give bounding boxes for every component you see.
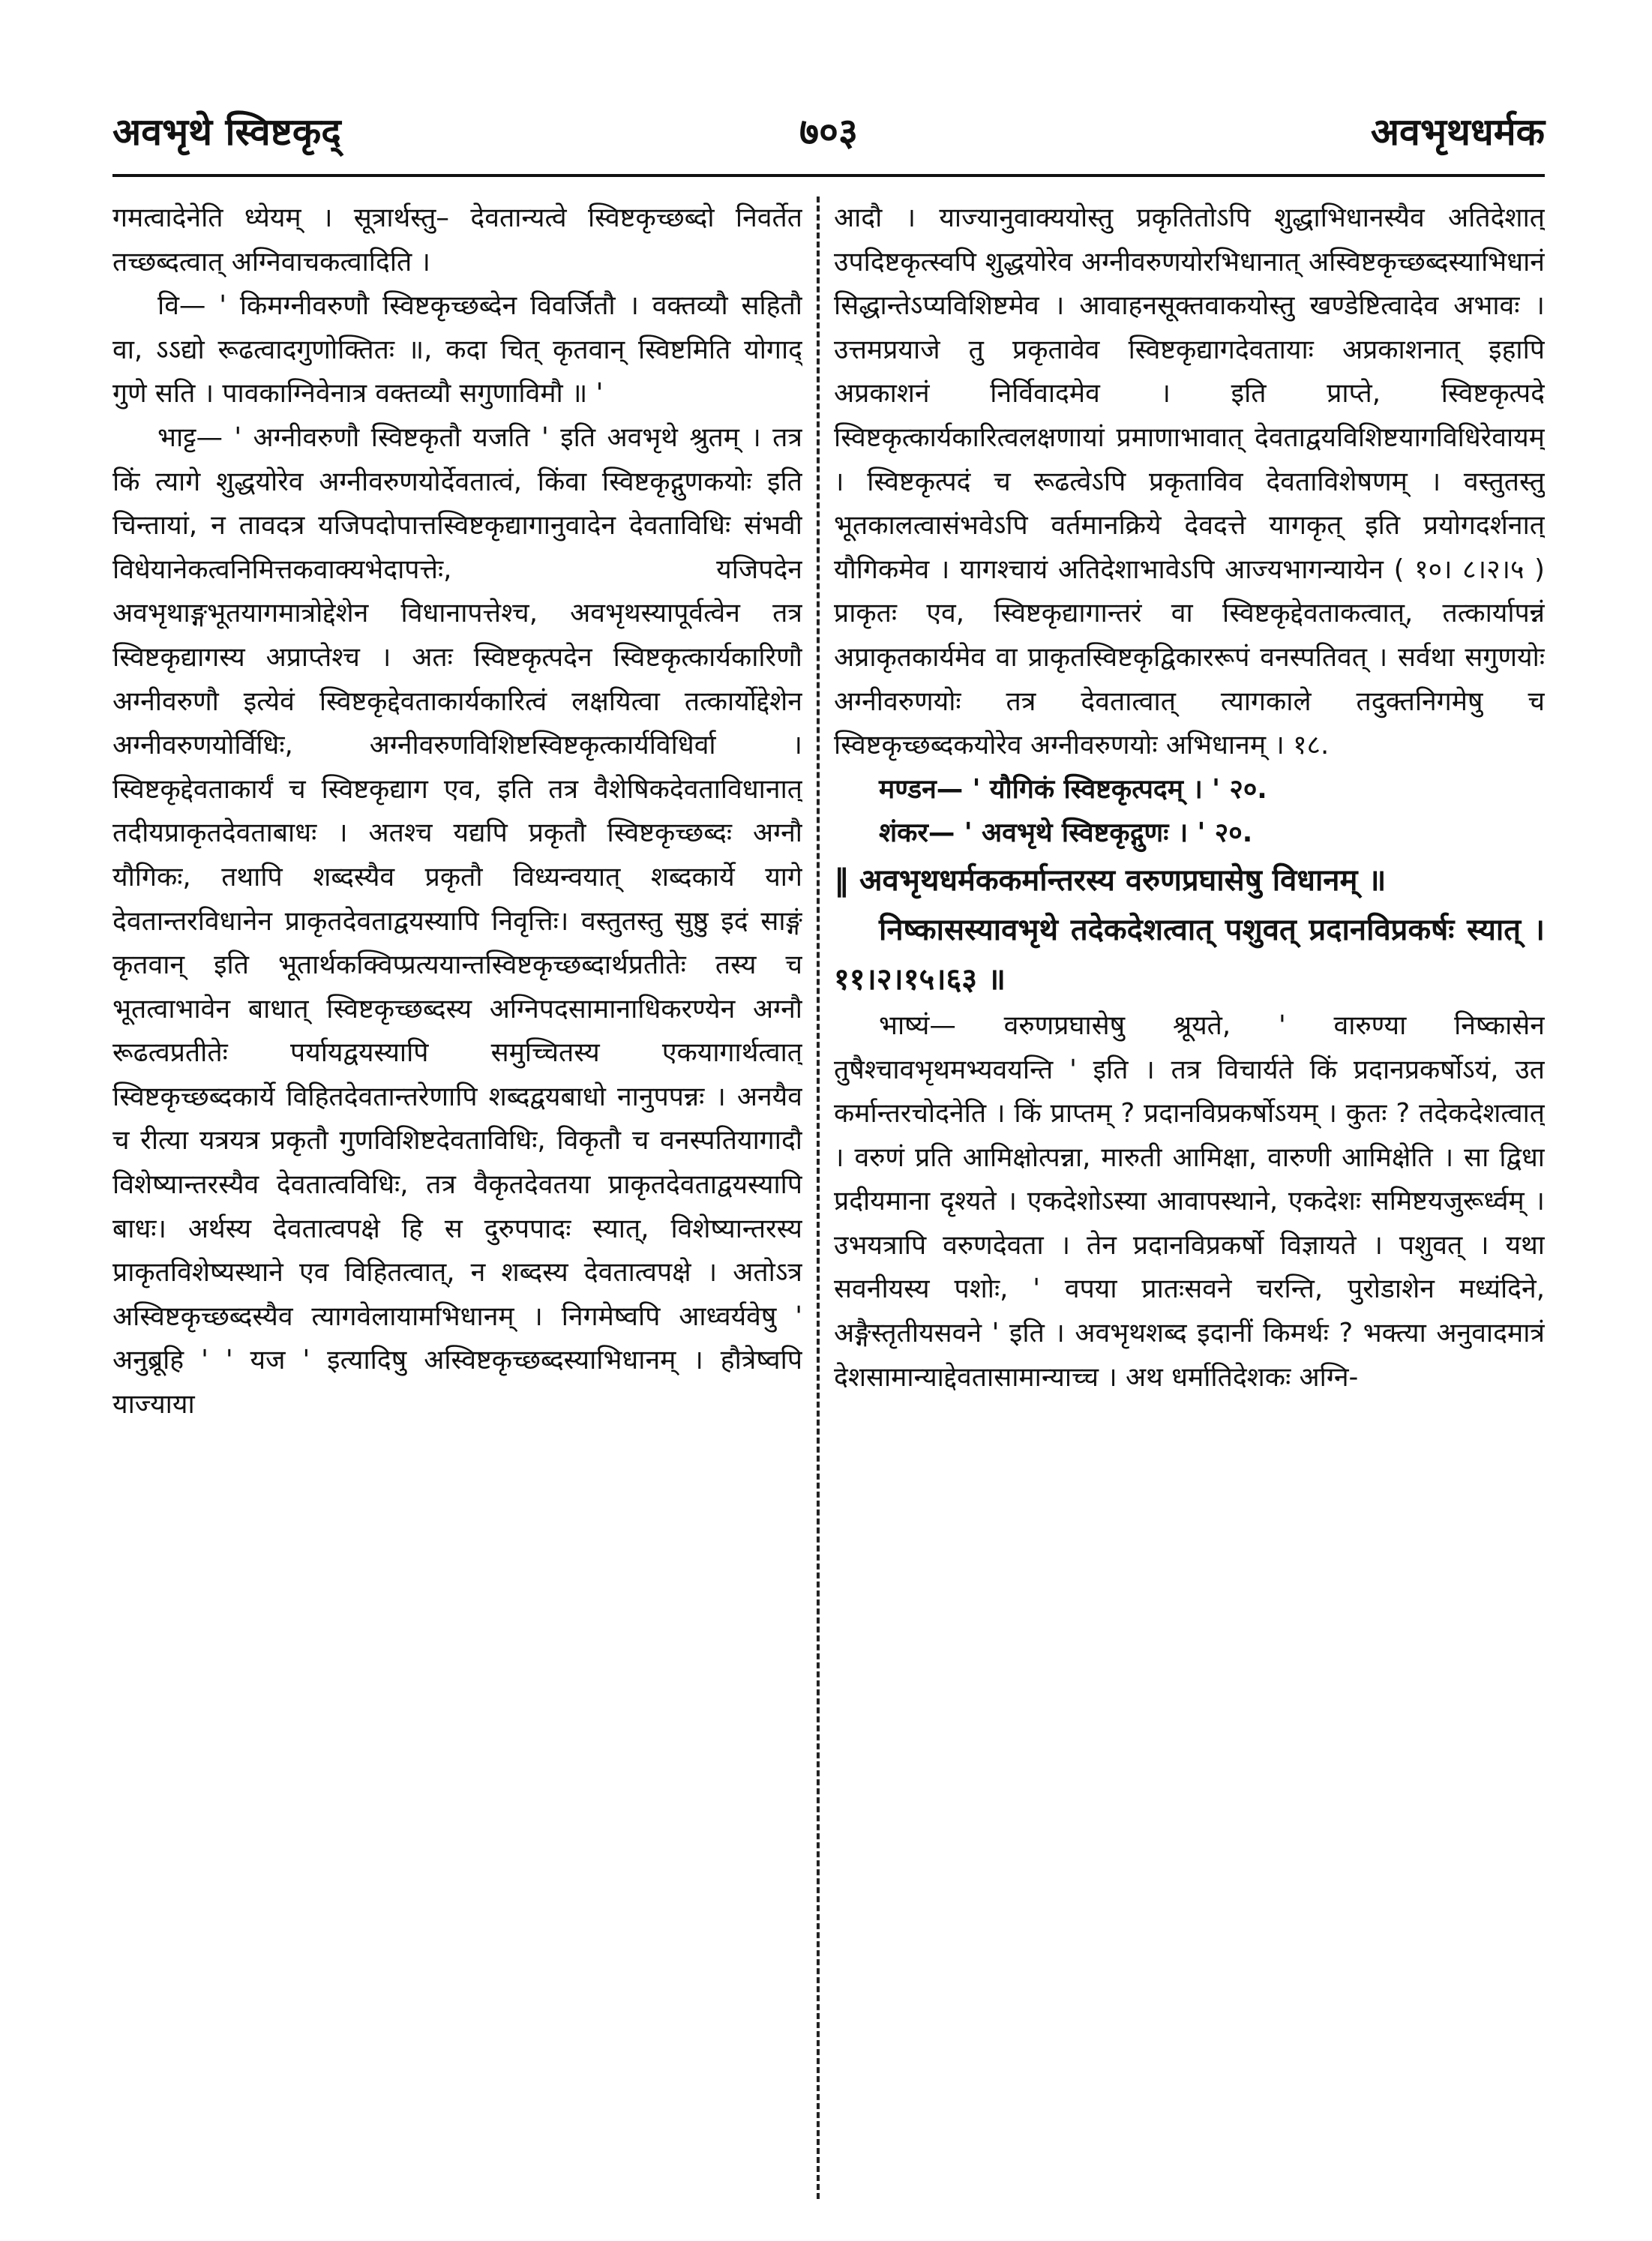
section-title-text: अवभृथधर्मककर्मान्तरस्य वरुणप्रघासेषु विधानम् ॥: [859, 862, 1387, 898]
running-head-left: अवभृथे स्विष्टकृद्: [112, 110, 341, 154]
header-rule: [112, 174, 1545, 177]
shankar-quote: शंकर— ' अवभृथे स्विष्टकृद्गुणः । ' २०.: [879, 818, 1253, 849]
left-column: [112, 196, 802, 2206]
left-paragraph-2: वि— ' किमग्नीवरुणौ स्विष्टकृच्छब्देन विवर्जितौ । वक्तव्यौ सहितौ वा, ऽऽद्यो रूढत्वादगुणोक्तितः ॥, कदा चित् कृतवान् स्विष्टमिति योगाद् गुणे सति । पावकाग्निवेनात्र वक्तव्यौ सगुणाविमौ ॥ ': [112, 290, 802, 410]
left-paragraph-1: गमत्वादेनेति ध्येयम् । सूत्रार्थस्तु– देवतान्यत्वे स्विष्टकृच्छब्दो निवर्तेत तच्छब्दत्वात् अग्निवाचकत्वादिति ।: [112, 202, 802, 278]
right-column: [834, 196, 1545, 2206]
sutra: निष्कासस्यावभृथे तदेकदेशत्वात् पशुवत् प्रदानविप्रकर्षः स्यात् । ११।२।१५।६३ ॥: [834, 912, 1545, 997]
page-number: ७०३: [799, 110, 858, 154]
right-paragraph-1: आदौ । याज्यानुवाक्ययोस्तु प्रकृतितोऽपि शुद्धाभिधानस्यैव अतिदेशात् उपदिष्टकृत्स्वपि शुद्धयोरेव अग्नीवरुणयोरभिधानात् अस्विष्टकृच्छब्दस्याभिधानं सिद्धान्तेऽप्यविशिष्टमेव । आवाहनसूक्तवाकयोस्तु खण्डेष्टित्वादेव अभावः । उत्तमप्रयाजे तु प्रकृतावेव स्विष्टकृद्यागदेवतायाः अप्रकाशनात् इहापि अप्रकाशनं निर्विवादमेव । इति प्राप्ते, स्विष्टकृत्पदे स्विष्टकृत्कार्यकारित्वलक्षणायां प्रमाणाभावात् देवताद्वयविशिष्टयागविधिरेवायम् । स्विष्टकृत्पदं च रूढत्वेऽपि प्रकृताविव देवताविशेषणम् । वस्तुतस्तु भूतकालत्वासंभवेऽपि वर्तमानक्रिये देवदत्ते यागकृत् इति प्रयोगदर्शनात् यौगिकमेव । यागश्चायं अतिदेशाभावेऽपि आज्यभागन्यायेन ( १०। ८।२।५ ) प्राकृतः एव, स्विष्टकृद्यागान्तरं वा स्विष्टकृद्देवताकत्वात्, तत्कार्यापन्नं अप्राकृतकार्यमेव वा प्राकृतस्विष्टकृद्विकाररूपं वनस्पतिवत् । सर्वथा सगुणयोः अग्नीवरुणयोः तत्र देवतात्वात् त्यागकाले तदुक्तनिगमेषु च स्विष्टकृच्छब्दकयोरेव अग्नीवरुणयोः अभिधानम् । १८.: [834, 202, 1545, 761]
column-divider: [817, 196, 820, 2199]
bhashya-paragraph: भाष्यं— वरुणप्रघासेषु श्रूयते, ' वारुण्या निष्कासेन तुषैश्चावभृथमभ्यवयन्ति ' इति । तत्र विचार्यते किं प्रदानप्रकर्षोऽयं, उत कर्मान्तरचोदनेति । किं प्राप्तम् ? प्रदानविप्रकर्षोऽयम् । कुतः ? तदेकदेशत्वात् । वरुणं प्रति आमिक्षोत्पन्ना, मारुती आमिक्षा, वारुणी आमिक्षेति । सा द्विधा प्रदीयमाना दृश्यते । एकदेशोऽस्या आवापस्थाने, एकदेशः समिष्टयजुरूर्ध्वम् । उभयत्रापि वरुणदेवता । तेन प्रदानविप्रकर्षो विज्ञायते । पशुवत् । यथा सवनीयस्य पशोः, ' वपया प्रातःसवने चरन्ति, पुरोडाशेन मध्यंदिने, अङ्गैस्तृतीयसवने ' इति । अवभृथशब्द इदानीं किमर्थः ? भक्त्या अनुवादमात्रं देशसामान्याद्देवतासामान्याच्च । अथ धर्मातिदेशकः अग्नि-: [834, 1010, 1545, 1393]
mandan-quote: मण्डन— ' यौगिकं स्विष्टकृत्पदम् । ' २०.: [879, 773, 1267, 805]
left-paragraph-3: भाट्ट— ' अग्नीवरुणौ स्विष्टकृतौ यजति ' इति अवभृथे श्रुतम् । तत्र किं त्यागे शुद्धयोरेव अग्नीवरुणयोर्देवतात्वं, किंवा स्विष्टकृद्गुणकयोः इति चिन्तायां, न तावदत्र यजिपदोपात्तस्विष्टकृद्यागानुवादेन देवताविधिः संभवी विधेयानेकत्वनिमित्तकवाक्यभेदापत्तेः, यजिपदेन अवभृथाङ्गभूतयागमात्रोद्देशेन विधानापत्तेश्च, अवभृथस्यापूर्वत्वेन तत्र स्विष्टकृद्यागस्य अप्राप्तेश्च । अतः स्विष्टकृत्पदेन स्विष्टकृत्कार्यकारिणौ अग्नीवरुणौ इत्येवं स्विष्टकृद्देवताकार्यकारित्वं लक्षयित्वा तत्कार्योद्देशेन अग्नीवरुणयोर्विधिः, अग्नीवरुणविशिष्टस्विष्टकृत्कार्यविधिर्वा । स्विष्टकृद्देवताकार्यं च स्विष्टकृद्याग एव, इति तत्र वैशेषिकदेवताविधानात् तदीयप्राकृतदेवताबाधः । अतश्च यद्यपि प्रकृतौ स्विष्टकृच्छब्दः अग्नौ यौगिकः, तथापि शब्दस्यैव प्रकृतौ विध्यन्वयात् शब्दकार्ये यागे देवतान्तरविधानेन प्राकृतदेवताद्वयस्यापि निवृत्तिः। वस्तुतस्तु सुष्ठु इदं साङ्गं कृतवान् इति भूतार्थकक्विप्प्रत्ययान्तस्विष्टकृच्छब्दार्थप्रतीतेः तस्य च भूतत्वाभावेन बाधात् स्विष्टकृच्छब्दस्य अग्निपदसामानाधिकरण्येन अग्नौ रूढत्वप्रतीतेः पर्यायद्वयस्यापि समुच्चितस्य एकयागार्थत्वात् स्विष्टकृच्छब्दकार्ये विहितदेवतान्तरेणापि शब्दद्वयबाधो नानुपपन्नः । अनयैव च रीत्या यत्रयत्र प्रकृतौ गुणविशिष्टदेवताविधिः, विकृतौ च वनस्पतियागादौ विशेष्यान्तरस्यैव देवतात्वविधिः, तत्र वैकृतदेवतया प्राकृतदेवताद्वयस्यापि बाधः। अर्थस्य देवतात्वपक्षे हि स दुरुपपादः स्यात्, विशेष्यान्तरस्य प्राकृतविशेष्यस्थाने एव विहितत्वात्, न शब्दस्य देवतात्वपक्षे । अतोऽत्र अस्विष्टकृच्छब्दस्यैव त्यागवेलायामभिधानम् । निगमेष्वपि आध्वर्यवेषु ' अनुब्रूहि ' ' यज ' इत्यादिषु अस्विष्टकृच्छब्दस्याभिधानम् । हौत्रेष्वपि याज्याया: [112, 422, 802, 1420]
page-header: [112, 105, 1545, 172]
section-mark-icon: ‖: [834, 862, 859, 898]
section-title: [834, 856, 1545, 905]
running-head-right: अवभृथधर्मक: [1370, 110, 1545, 154]
